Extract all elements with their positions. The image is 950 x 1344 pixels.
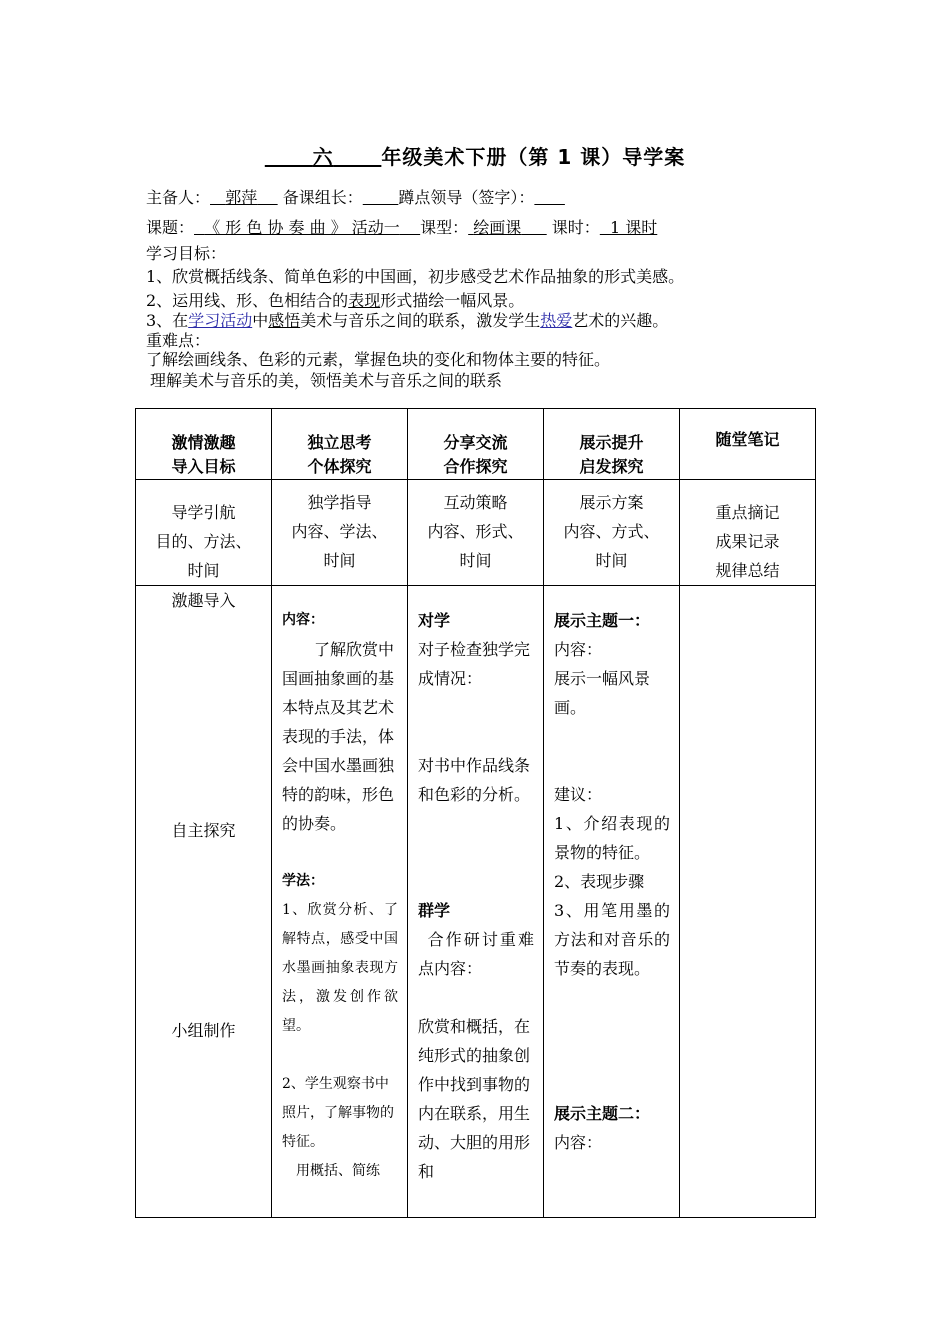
lesson-table — [135, 408, 816, 1218]
content-cell-guide — [136, 586, 272, 1218]
method-label: 学法： — [282, 873, 324, 889]
suggest-1: 1、介绍表现的景物的特征。 — [554, 814, 670, 862]
pair-text: 对子检查独学完成情况： — [418, 640, 531, 688]
suggest-2: 2、表现步骤 — [554, 872, 645, 891]
objective-3: 3、在学习活动中感悟美术与音乐之间的联系，激发学生热爱艺术的兴趣。 — [146, 311, 669, 330]
content-label: 内容： — [282, 612, 324, 628]
title-text: 年级美术下册（第 1 课）导学案 — [381, 145, 686, 169]
objective-3-link-love[interactable]: 热爱 — [540, 311, 573, 330]
suggest-label: 建议： — [554, 785, 603, 804]
subheader-cell-2: 独学指导 内容、学法、 时间 — [272, 480, 408, 586]
pair-label: 对学 — [418, 611, 451, 630]
subheader-cell-3: 互动策略 内容、形式、 时间 — [408, 480, 544, 586]
header-cell-5: 随堂笔记 — [680, 409, 816, 480]
preparer-label: 主备人： — [146, 188, 211, 207]
group-text: 合作研讨重难点内容： — [418, 930, 534, 978]
objective-3-link-learning[interactable]: 学习活动 — [188, 311, 253, 330]
subheader-row — [136, 480, 816, 586]
subheader-cell-4: 展示方案 内容、方式、 时间 — [544, 480, 680, 586]
theme1-content-label: 内容： — [554, 640, 603, 659]
suggest-3: 3、用笔用墨的方法和对音乐的节奏的表现。 — [554, 901, 670, 978]
step-group-make: 小组制作 — [171, 1021, 236, 1040]
difficulty-1: 了解绘画线条、色彩的元素，掌握色块的变化和物体主要的特征。 — [146, 350, 611, 369]
theme2-content-label: 内容： — [554, 1133, 603, 1152]
preparer-name: 郭萍 — [225, 188, 258, 207]
step-intro: 激趣导入 — [171, 591, 236, 610]
type-value: 绘画课 — [473, 218, 522, 237]
theme2-label: 展示主题二： — [554, 1104, 651, 1123]
objective-1: 1、欣赏概括线条、简单色彩的中国画，初步感受艺术作品抽象的形式美感。 — [146, 267, 685, 286]
objective-3-feel: 感悟 — [268, 311, 301, 330]
theme1-content: 展示一幅风景画。 — [554, 669, 651, 717]
header-cell-1: 激情激趣 导入目标 — [136, 409, 272, 480]
group-text-2: 欣赏和概括，在纯形式的抽象创作中找到事物的内在联系，用生动、大胆的用形和 — [418, 1017, 531, 1181]
hours-value: 1 课时 — [609, 218, 658, 237]
method-3: 用概括、简练 — [296, 1163, 380, 1179]
header-cell-4: 展示提升 启发探究 — [544, 409, 680, 480]
content-cell-show — [544, 586, 680, 1218]
title-grade: 六 — [312, 145, 334, 169]
subheader-cell-1: 导学引航 目的、方法、 时间 — [136, 480, 272, 586]
topic-label: 课题： — [146, 218, 195, 237]
method-2: 2、学生观察书中照片，了解事物的特征。 — [282, 1076, 394, 1150]
content-cell-notes — [680, 586, 816, 1218]
content-cell-share — [408, 586, 544, 1218]
group-leader-blank — [363, 188, 399, 207]
pair-text-2: 对书中作品线条和色彩的分析。 — [418, 756, 531, 804]
objective-2-link[interactable]: 表现 — [348, 291, 381, 310]
group-label: 群学 — [418, 901, 451, 920]
difficulty-label: 重难点： — [146, 331, 211, 350]
topic-value: 《 形 色 协 奏 曲 》 活动一 — [204, 218, 400, 237]
content-row — [136, 586, 816, 1218]
page-title — [0, 141, 950, 170]
header-cell-2: 独立思考 个体探究 — [272, 409, 408, 480]
difficulty-2: 理解美术与音乐的美，领悟美术与音乐之间的联系 — [150, 371, 503, 390]
type-label: 课型： — [420, 218, 469, 237]
subheader-cell-5: 重点摘记 成果记录 规律总结 — [680, 480, 816, 586]
step-self-study: 自主探究 — [171, 821, 236, 840]
objectives-label: 学习目标： — [146, 244, 227, 263]
hours-label: 课时： — [551, 218, 600, 237]
content-text: 了解欣赏中国画抽象画的基本特点及其艺术表现的手法，体会中国水墨画独特的韵味，形色的协奏。 — [282, 640, 395, 833]
group-leader-label: 备课组长： — [282, 188, 363, 207]
method-1: 1、欣赏分析、了解特点，感受中国水墨画抽象表现方法，激发创作欲望。 — [282, 902, 398, 1034]
content-cell-self — [272, 586, 408, 1218]
header-cell-3: 分享交流 合作探究 — [408, 409, 544, 480]
preparer-line — [146, 185, 565, 208]
theme1-label: 展示主题一： — [554, 611, 651, 630]
objective-2: 2、运用线、形、色相结合的表现形式描绘一幅风景。 — [146, 291, 525, 310]
leader-label: 蹲点领导（签字）： — [398, 188, 535, 207]
topic-line — [146, 215, 657, 238]
leader-blank — [534, 188, 565, 207]
header-row — [136, 409, 816, 480]
